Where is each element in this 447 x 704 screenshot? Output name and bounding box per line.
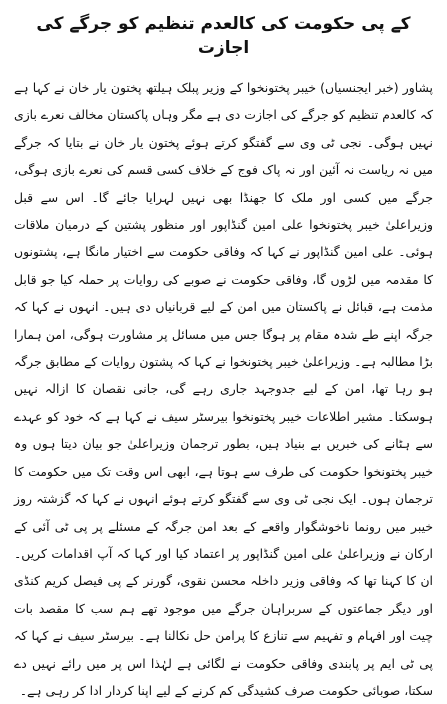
headline: کے پی حکومت کی کالعدم تنظیم کو جرگے کی اجازت	[36, 14, 411, 58]
article-paragraph: پشاور (خبر ایجنسیاں) خیبر پختونخوا کے وزیر پبلک ہیلتھ پختون یار خان نے کہا ہے کہ کالعدم تنظیم کو جرگے کی اجازت دی ہے مگر وہاں پاکستان مخالف نعرے بازی نہیں ہوگی۔ نجی ٹی وی سے گفتگو کرتے ہوئے پختون یار خان نے بتایا کہ جرگے میں نہ ریاست نہ آئین اور نہ پاک فوج کے خلاف کسی قسم کی نعرے بازی ہوگی، جرگے میں کسی اور ملک کا جھنڈا بھی نہیں لہرایا جائے گا۔ اس سے قبل وزیراعلیٰ خیبر پختونخوا علی امین گنڈاپور اور منظور پشتین کے درمیان ملاقات ہوئی۔ علی امین گنڈاپور نے کہا کہ وفاقی حکومت سے اختیار مانگا ہے، پشتونوں کا مقدمہ میں لڑوں گا، وفاقی حکومت نے صوبے کی روایات پر حملہ کیا جو قابل مذمت ہے، قبائل نے پاکستان میں امن کے لیے قربانیاں دی ہیں۔ انہوں نے کہا کہ جرگہ اپنے طے شدہ مقام پر ہوگا جس میں مسائل پر مشاورت ہوگی، امن ہمارا بڑا مطالبہ ہے۔ وزیراعلیٰ خیبر پختونخوا نے کہا کہ پشتون روایات کے مطابق جرگہ ہو رہا تھا، امن کے لیے جدوجہد جاری رہے گی، جانی نقصان کا ازالہ نہیں ہوسکتا۔ مشیر اطلاعات خیبر پختونخوا بیرسٹر سیف نے کہا ہے کہ خود کو عہدے سے ہٹانے کی خبریں بے بنیاد ہیں، بطور ترجمان وزیراعلیٰ جو بیان دیتا ہوں وہ خیبر پختونخوا حکومت کی طرف سے ہوتا ہے، ابھی اس وقت تک میں حکومت کا ترجمان ہوں۔ ایک نجی ٹی وی سے گفتگو کرتے ہوئے انہوں نے کہا کہ گزشتہ روز خیبر میں رونما ناخوشگوار واقعے کے بعد امن جرگہ کے مسئلے پر پی ٹی آئی کے ارکان نے وزیراعلیٰ علی امین گنڈاپور پر اعتماد کیا اور کہا کہ آپ اقدامات کریں۔ ان کا کہنا تھا کہ وفاقی وزیر داخلہ محسن نقوی، گورنر کے پی فیصل کریم کنڈی اور دیگر جماعتوں کے سربراہان جرگے میں موجود تھے ہم سب کا مقصد بات چیت اور افہام و تفہیم سے تنازع کا پرامن حل نکالنا ہے۔ بیرسٹر سیف نے کہا کہ پی ٹی ایم پر پابندی وفاقی حکومت نے لگائی ہے لہٰذا اس پر میں رائے نہیں دے سکتا، صوبائی حکومت صرف کشیدگی کم کرنے کے لیے اپنا کردار ادا کر رہی ہے۔	[14, 80, 433, 698]
article-body	[14, 74, 433, 704]
